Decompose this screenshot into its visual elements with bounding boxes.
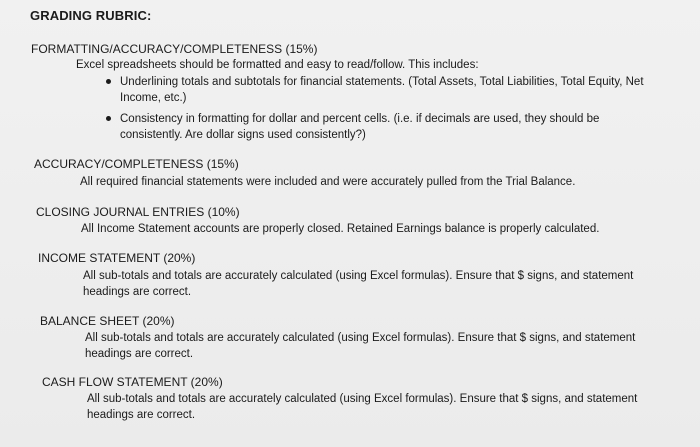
bullet-text: Underlining totals and subtotals for financial statements. (Total Assets, Total Liabilities, Total Equity, Net Income, etc.) [120,76,644,104]
bullet-icon [106,116,111,121]
list-item [103,74,663,106]
section-heading-income-statement: INCOME STATEMENT (20%) [38,251,196,265]
bullet-text: Consistency in formatting for dollar and percent cells. (i.e. if decimals are used, they should be consistently. Are dollar signs used consistently?) [120,113,600,141]
section-body-formatting: Excel spreadsheets should be formatted and easy to read/follow. This includes: [76,59,479,71]
section-heading-closing-entries: CLOSING JOURNAL ENTRIES (10%) [36,205,240,219]
section-body-accuracy: All required financial statements were included and were accurately pulled from the Trial Balance. [80,176,576,188]
bullet-icon [106,79,111,84]
section-heading-accuracy: ACCURACY/COMPLETENESS (15%) [34,157,239,171]
section-heading-cash-flow: CASH FLOW STATEMENT (20%) [42,375,223,389]
section-body-income-statement: All sub-totals and totals are accurately calculated (using Excel formulas). Ensure that $ signs, and statement headings are correct. [83,270,634,298]
formatting-bullet-list [103,74,663,148]
rubric-title: GRADING RUBRIC: [30,8,152,23]
section-body-balance-sheet: All sub-totals and totals are accurately calculated (using Excel formulas). Ensure that $ signs, and statement headings are correct. [85,332,636,360]
section-heading-balance-sheet: BALANCE SHEET (20%) [40,314,175,328]
list-item [103,111,663,143]
section-body-closing-entries: All Income Statement accounts are properly closed. Retained Earnings balance is properly calculated. [81,223,600,235]
section-heading-formatting: FORMATTING/ACCURACY/COMPLETENESS (15%) [31,42,318,56]
section-body-cash-flow: All sub-totals and totals are accurately calculated (using Excel formulas). Ensure that $ signs, and statement headings are correct. [87,393,638,421]
